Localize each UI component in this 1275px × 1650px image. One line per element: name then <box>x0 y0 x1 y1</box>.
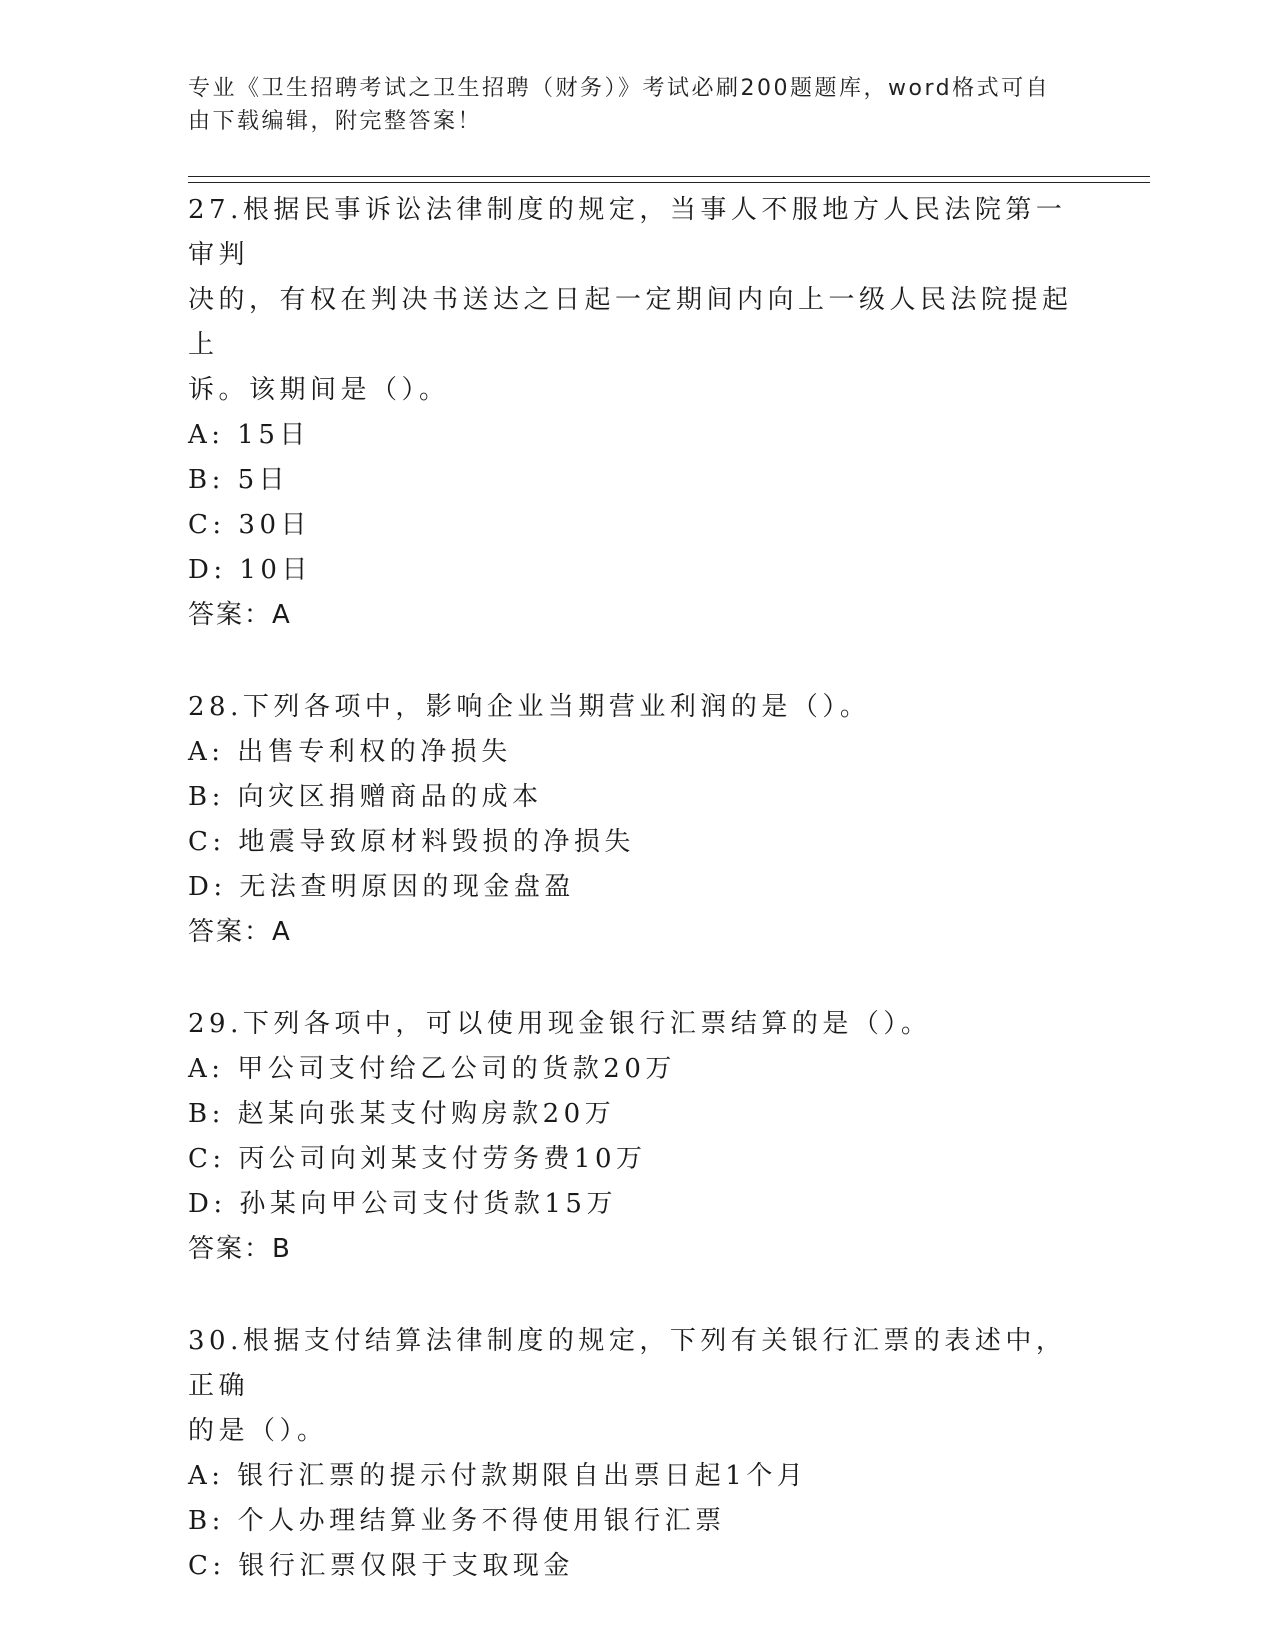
option-d: D: 无法查明原因的现金盘盈 <box>188 872 575 902</box>
option-b: B: 赵某向张某支付购房款20万 <box>188 1099 616 1129</box>
option-a: A: 甲公司支付给乙公司的货款20万 <box>188 1054 676 1084</box>
question-stem-line: 28.下列各项中，影响企业当期营业利润的是（）。 <box>188 692 871 722</box>
option-a: A: 银行汇票的提示付款期限自出票日起1个月 <box>188 1461 808 1491</box>
option-b: B: 个人办理结算业务不得使用银行汇票 <box>188 1506 726 1536</box>
question-stem-line: 27.根据民事诉讼法律制度的规定，当事人不服地方人民法院第一审判 <box>188 195 1067 270</box>
answer-line: 答案：A <box>188 917 292 947</box>
question-29 <box>188 1002 1088 1272</box>
answer-line: 答案：A <box>188 600 292 630</box>
option-c: C: 30日 <box>188 510 312 540</box>
question-27 <box>188 188 1088 638</box>
header-divider-top <box>188 176 1150 177</box>
option-c: C: 丙公司向刘某支付劳务费10万 <box>188 1144 647 1174</box>
question-stem-line: 诉。该期间是（）。 <box>188 375 450 405</box>
document-header <box>188 72 1088 138</box>
option-d: D: 10日 <box>188 555 312 585</box>
option-d: D: 孙某向甲公司支付货款15万 <box>188 1189 617 1219</box>
header-line-2: 由下载编辑，附完整答案！ <box>188 109 483 134</box>
option-c: C: 地震导致原材料毁损的净损失 <box>188 827 635 857</box>
question-30 <box>188 1319 1088 1589</box>
question-stem-line: 的是（）。 <box>188 1416 328 1446</box>
answer-line: 答案：B <box>188 1234 292 1264</box>
option-a: A: 出售专利权的净损失 <box>188 737 512 767</box>
option-a: A: 15日 <box>188 420 310 450</box>
option-b: B: 5日 <box>188 465 290 495</box>
question-list <box>188 188 1088 1636</box>
question-stem-line: 29.下列各项中，可以使用现金银行汇票结算的是（）。 <box>188 1009 932 1039</box>
option-b: B: 向灾区捐赠商品的成本 <box>188 782 543 812</box>
option-c: C: 银行汇票仅限于支取现金 <box>188 1551 574 1581</box>
question-stem-line: 决的，有权在判决书送达之日起一定期间内向上一级人民法院提起上 <box>188 285 1073 360</box>
header-line-1: 专业《卫生招聘考试之卫生招聘（财务）》考试必刷200题题库，word格式可自 <box>188 76 1051 101</box>
question-stem-line: 30.根据支付结算法律制度的规定，下列有关银行汇票的表述中，正确 <box>188 1326 1067 1401</box>
header-divider-bottom <box>188 182 1150 183</box>
question-28 <box>188 685 1088 955</box>
